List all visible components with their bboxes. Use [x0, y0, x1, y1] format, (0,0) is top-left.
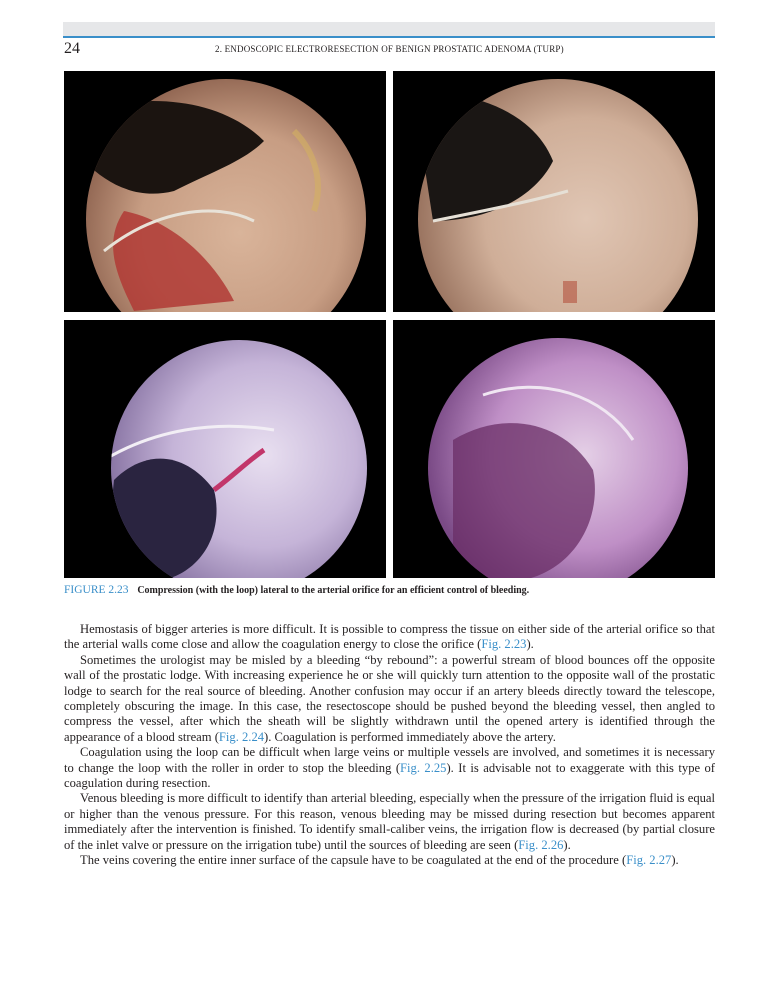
figure-caption-text: Compression (with the loop) lateral to the arterial orifice for an efficient control of bleeding.: [137, 585, 530, 596]
header-band: [63, 22, 715, 36]
paragraph-text: ). It is advisable not to exaggerate with this type of coagulation during resection.: [64, 760, 716, 791]
figure-reference-link[interactable]: Fig. 2.24: [218, 729, 265, 744]
header-rule: [63, 36, 715, 38]
paragraph-text: Hemostasis of bigger arteries is more difficult. It is possible to compress the tissue on either side of the arterial orifice so that the arterial walls come close and allow the coagulation energy to close the orifice (: [64, 622, 715, 652]
paragraph-text: ).: [563, 837, 571, 852]
figure-reference-link[interactable]: Fig. 2.26: [518, 837, 564, 852]
endoscopic-image-bottom-left: [64, 320, 386, 578]
paragraph: [64, 745, 715, 791]
figure-reference-link[interactable]: Fig. 2.27: [626, 853, 672, 868]
paragraph-text: The veins covering the entire inner surface of the capsule have to be coagulated at the end of the procedure (: [80, 853, 627, 868]
figure-label: FIGURE 2.23: [64, 584, 129, 596]
paragraph-text: Venous bleeding is more difficult to identify than arterial bleeding, especially when the pressure of the irrigation fluid is equal or higher than the venous pressure. For this reason, venous bleeding may be missed during resection but becomes apparent immediately after the intervention is finished. To identify small-caliber veins, the irrigation flow is decreased (by partial closure of the inlet valve or pressure on the irrigation tube) until the sources of bleeding are seen (: [64, 791, 715, 852]
endoscopic-image-top-right: [393, 71, 715, 312]
endoscopic-image-bottom-right: [393, 320, 715, 578]
paragraph-text: ). Coagulation is performed immediately above the artery.: [264, 729, 556, 744]
paragraph-text: ).: [526, 637, 534, 652]
paragraph: [64, 653, 715, 745]
figure-reference-link[interactable]: Fig. 2.25: [400, 760, 447, 775]
running-head: 2. ENDOSCOPIC ELECTRORESECTION OF BENIGN PROSTATIC ADENOMA (TURP): [215, 44, 564, 54]
paragraph: [64, 622, 715, 653]
endoscopic-image-top-left: [64, 71, 386, 312]
page-number: 24: [64, 40, 80, 57]
body-text: [64, 622, 715, 869]
figure-reference-link[interactable]: Fig. 2.23: [481, 637, 527, 652]
paragraph-text: ).: [671, 853, 679, 868]
paragraph: [64, 791, 715, 853]
paragraph-text: Sometimes the urologist may be misled by a bleeding “by rebound”: a powerful stream of blood bounces off the opposite wall of the prostatic lodge. With increasing experience he or she will quickly turn attention to the opposite wall of the prostatic lodge to search for the real source of bleeding. Another confusion may occur if an artery bleeds directly toward the telescope, completely obscuring the image. In this case, the resectoscope should be pushed beyond the bleeding vessel, then angled to compress the vessel, after which the sheath will be slightly withdrawn until the opened artery is identified through the appearance of a blood stream (: [64, 652, 715, 744]
paragraph-text: Coagulation using the loop can be difficult when large veins or multiple vessels are involved, and sometimes it is necessary to change the loop with the roller in order to stop the bleeding (: [64, 745, 715, 775]
figure-caption: [64, 584, 716, 596]
paragraph: [64, 853, 715, 868]
